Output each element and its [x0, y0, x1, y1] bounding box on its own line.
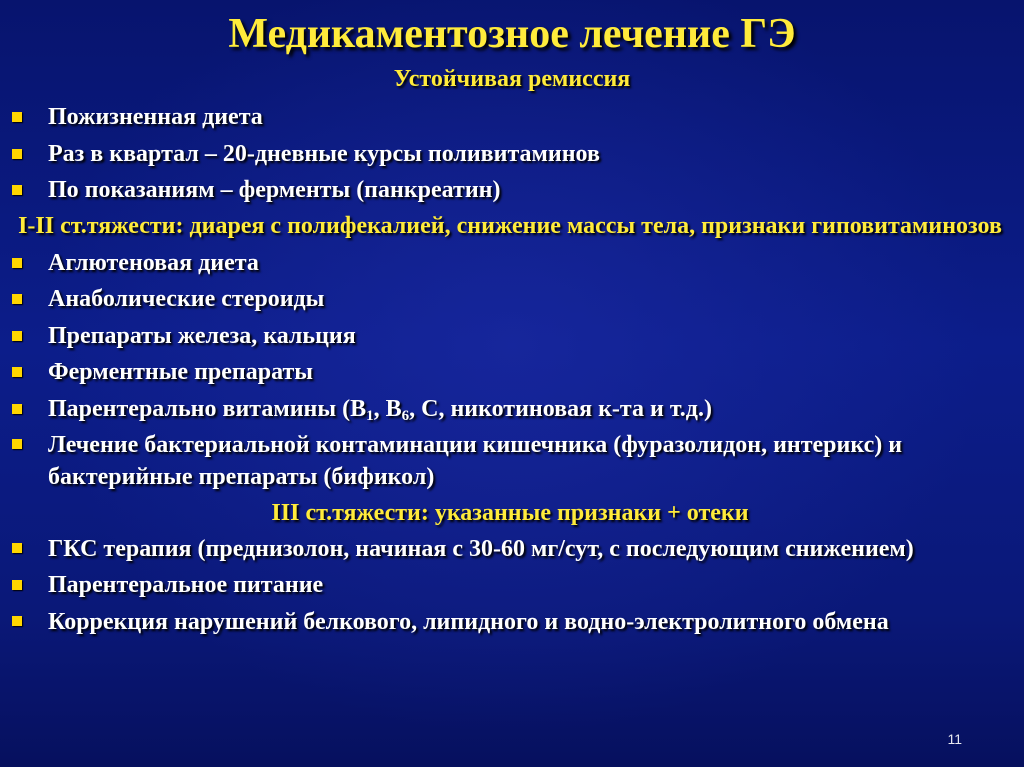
list-item-text: Парентеральное питание [48, 572, 324, 598]
vitamins-text-part: Парентерально витамины (В [48, 395, 367, 422]
square-bullet-icon [12, 331, 22, 341]
square-bullet-icon [12, 294, 22, 304]
list-item-text [48, 396, 712, 422]
list-item [10, 567, 1010, 604]
square-bullet-icon [12, 367, 22, 377]
list-item-text: Препараты железа, кальция [48, 322, 356, 349]
list-item [10, 245, 1010, 282]
list-item [10, 354, 1010, 391]
list-item-vitamins [10, 391, 1010, 428]
slide-content [10, 99, 1010, 640]
square-bullet-icon [12, 616, 22, 626]
list-item-text: Аглютеновая диета [48, 249, 259, 276]
list-item [10, 427, 1010, 495]
slide-title: Медикаментозное лечение ГЭ [228, 11, 796, 57]
square-bullet-icon [12, 112, 22, 122]
list-item [10, 531, 1010, 567]
square-bullet-icon [12, 258, 22, 268]
slide-subtitle: Устойчивая ремиссия [393, 66, 631, 92]
vitamins-text-part: , В [373, 395, 402, 422]
section-heading-severity-1-2: I-II ст.тяжести: диарея с полифекалией, снижение массы тела, признаки гиповитаминозов [18, 212, 1002, 239]
list-item-text: Ферментные препараты [48, 359, 313, 385]
list-item [10, 281, 1010, 318]
square-bullet-icon [12, 580, 22, 590]
square-bullet-icon [12, 543, 22, 553]
section-heading-severity-3: III ст.тяжести: указанные признаки + отеки [271, 500, 749, 526]
list-item-text: По показаниям – ферменты (панкреатин) [48, 177, 501, 203]
list-item-text: Пожизненная диета [48, 104, 263, 130]
square-bullet-icon [12, 185, 22, 195]
vitamin-subscript: 6 [401, 407, 410, 424]
list-item-text: Коррекция нарушений белкового, липидного и водно-электролитного обмена [48, 608, 889, 635]
list-item-text: Лечение бактериальной контаминации кишечника (фуразолидон, интерикс) и бактерийные препараты (бификол) [48, 432, 903, 490]
list-item [10, 318, 1010, 355]
page-number: 11 [947, 731, 962, 747]
list-item [10, 136, 1010, 173]
list-item [10, 99, 1010, 136]
square-bullet-icon [12, 404, 22, 414]
list-item-text: ГКС терапия (преднизолон, начиная с 30-60 мг/сут, с последующим снижением) [48, 536, 914, 562]
list-item-text: Раз в квартал – 20-дневные курсы поливитаминов [48, 140, 600, 167]
vitamin-subscript: 1 [366, 407, 374, 424]
list-item [10, 172, 1010, 209]
vitamins-text-part: , С, никотиновая к-та и т.д.) [409, 395, 712, 422]
square-bullet-icon [12, 439, 22, 449]
list-item [10, 604, 1010, 640]
square-bullet-icon [12, 149, 22, 159]
list-item-text: Анаболические стероиды [48, 286, 325, 312]
